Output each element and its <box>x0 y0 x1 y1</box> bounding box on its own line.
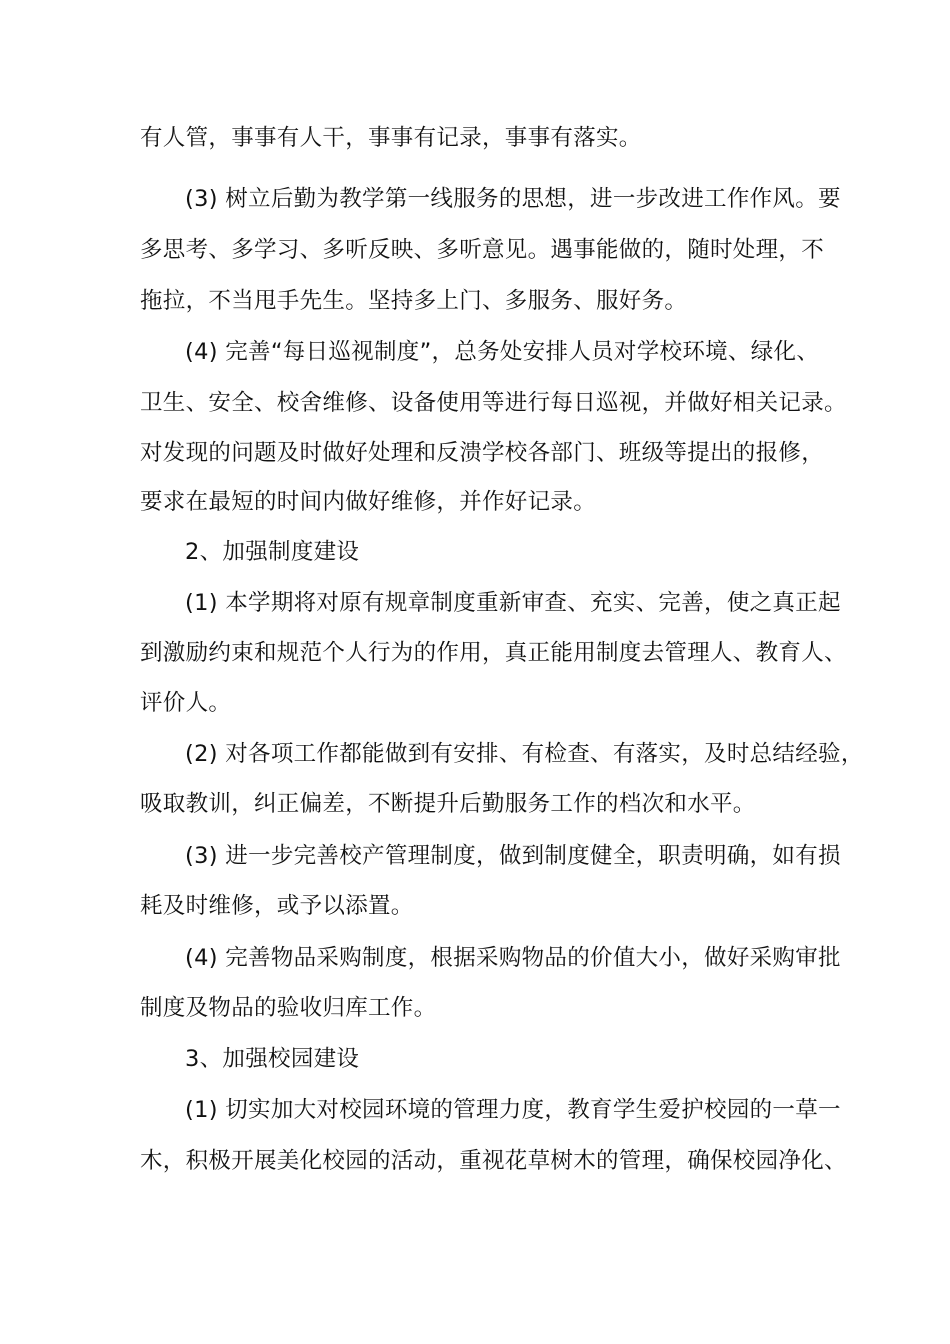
text-line: 拖拉，不当甩手先生。坚持多上门、多服务、服好务。 <box>140 288 688 314</box>
text-line: (3) 进一步完善校产管理制度，做到制度健全，职责明确，如有损 <box>185 843 841 869</box>
text-line: 有人管，事事有人干，事事有记录，事事有落实。 <box>140 125 642 151</box>
text-line: (4) 完善物品采购制度，根据采购物品的价值大小，做好采购审批 <box>185 945 841 971</box>
text-line: 制度及物品的验收归库工作。 <box>140 995 437 1021</box>
text-line: (1) 切实加大对校园环境的管理力度，教育学生爱护校园的一草一 <box>185 1097 841 1123</box>
text-line: 木，积极开展美化校园的活动，重视花草树木的管理，确保校园净化、 <box>140 1148 847 1174</box>
text-line: 对发现的问题及时做好处理和反溃学校各部门、班级等提出的报修， <box>140 440 825 466</box>
text-line: 要求在最短的时间内做好维修，并作好记录。 <box>140 489 597 515</box>
text-line: (4) 完善“每日巡视制度”，总务处安排人员对学校环境、绿化、 <box>185 339 820 365</box>
text-line: 吸取教训，纠正偏差，不断提升后勤服务工作的档次和水平。 <box>140 791 756 817</box>
section-heading: 2、加强制度建设 <box>185 539 360 565</box>
text-line: (3) 树立后勤为教学第一线服务的思想，进一步改进工作作风。要 <box>185 186 841 212</box>
section-heading: 3、加强校园建设 <box>185 1046 360 1072</box>
text-line: 耗及时维修，或予以添置。 <box>140 893 414 919</box>
text-line: (1) 本学期将对原有规章制度重新审查、充实、完善，使之真正起 <box>185 590 841 616</box>
text-line: (2) 对各项工作都能做到有安排、有检查、有落实，及时总结经验， <box>185 741 864 767</box>
text-line: 评价人。 <box>140 690 232 716</box>
text-line: 卫生、安全、校舍维修、设备使用等进行每日巡视，并做好相关记录。 <box>140 390 847 416</box>
text-line: 到激励约束和规范个人行为的作用，真正能用制度去管理人、教育人、 <box>140 640 847 666</box>
text-line: 多思考、多学习、多听反映、多听意见。遇事能做的，随时处理，不 <box>140 237 825 263</box>
